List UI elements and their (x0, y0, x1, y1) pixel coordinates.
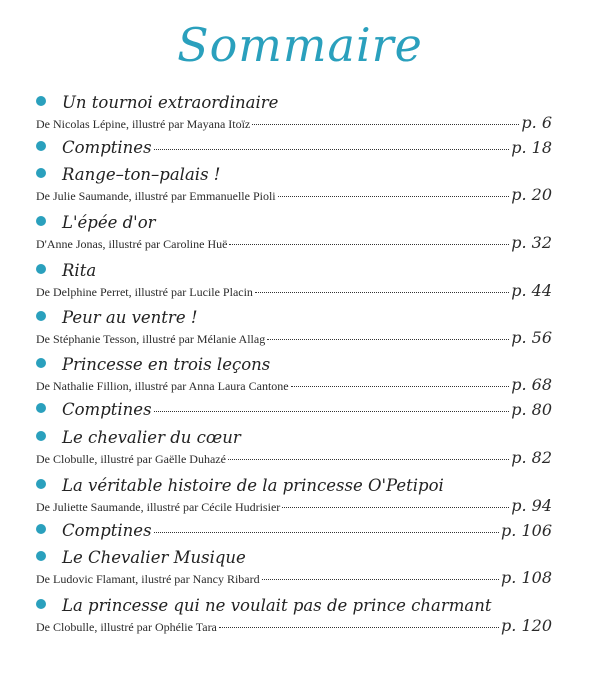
dot-leader (282, 507, 509, 508)
toc-entry-credit-row (36, 186, 552, 205)
story-title: La véritable histoire de la princesse O'Petipoi (62, 476, 444, 495)
story-credit: De Nathalie Fillion, illustré par Anna Laura Cantone (36, 379, 289, 393)
bullet-icon (36, 264, 46, 274)
story-title: Range–ton–palais ! (62, 165, 221, 184)
page-number: p. 32 (511, 233, 552, 252)
toc-entry (36, 307, 552, 348)
toc-entry-title-row (36, 399, 552, 421)
story-credit: De Ludovic Flamant, ilustré par Nancy Ribard (36, 572, 260, 586)
dot-leader (278, 196, 510, 197)
dot-leader (154, 149, 510, 150)
toc-entry (36, 164, 552, 205)
story-title: Comptines (62, 138, 152, 157)
page-number: p. 20 (511, 185, 552, 204)
toc-entry-credit-row (36, 617, 552, 636)
toc-entry (36, 520, 552, 542)
dot-leader (154, 532, 500, 533)
toc-entry-credit-row (36, 234, 552, 253)
toc-entry-credit-row (36, 282, 552, 301)
toc-entry (36, 475, 552, 516)
toc-entry-title-row (36, 212, 552, 234)
toc-entry-title-row (36, 427, 552, 449)
page-number: p. 94 (511, 496, 552, 515)
story-title: L'épée d'or (62, 213, 156, 232)
toc-entry-title-row (36, 475, 552, 497)
toc-entry-title-row (36, 595, 552, 617)
bullet-icon (36, 524, 46, 534)
page-number: p. 106 (501, 521, 552, 540)
toc-entry-credit-row (36, 329, 552, 348)
toc-entry-title-row (36, 92, 552, 114)
toc-entry-credit-row (36, 376, 552, 395)
bullet-icon (36, 96, 46, 106)
story-credit: De Clobulle, illustré par Ophélie Tara (36, 620, 217, 634)
bullet-icon (36, 216, 46, 226)
page-number: p. 56 (511, 328, 552, 347)
toc-entry (36, 399, 552, 421)
toc-entry (36, 547, 552, 588)
story-title: La princesse qui ne voulait pas de prince charmant (62, 596, 492, 615)
toc-entry (36, 595, 552, 636)
story-credit: De Juliette Saumande, illustré par Cécile Hudrisier (36, 500, 281, 514)
dot-leader (154, 411, 510, 412)
page-number: p. 80 (511, 400, 552, 419)
story-credit: De Delphine Perret, illustré par Lucile Placin (36, 285, 253, 299)
page-number: p. 120 (501, 616, 552, 635)
dot-leader (262, 579, 499, 580)
toc-entry (36, 92, 552, 133)
page-number: p. 108 (501, 568, 552, 587)
toc-entry-title-row (36, 260, 552, 282)
bullet-icon (36, 551, 46, 561)
dot-leader (291, 386, 510, 387)
story-title: Rita (62, 261, 97, 280)
toc-entry-title-row (36, 164, 552, 186)
page-title: Sommaire (177, 18, 423, 72)
story-credit: De Julie Saumande, illustré par Emmanuelle Pioli (36, 189, 276, 203)
page-number: p. 6 (521, 113, 552, 132)
bullet-icon (36, 431, 46, 441)
story-title: Le chevalier du cœur (62, 428, 241, 447)
toc-entry-title-row (36, 307, 552, 329)
story-title: Princesse en trois leçons (62, 355, 271, 374)
toc-entry-credit-row (36, 569, 552, 588)
bullet-icon (36, 168, 46, 178)
story-credit: De Clobulle, illustré par Gaëlle Duhazé (36, 452, 226, 466)
story-title: Un tournoi extraordinaire (62, 93, 279, 112)
bullet-icon (36, 403, 46, 413)
bullet-icon (36, 479, 46, 489)
story-credit: De Stéphanie Tesson, illustré par Mélanie Allag (36, 332, 266, 346)
page-number: p. 18 (511, 138, 552, 157)
dot-leader (219, 627, 499, 628)
story-title: Peur au ventre ! (62, 308, 198, 327)
bullet-icon (36, 358, 46, 368)
toc-entry-title-row (36, 354, 552, 376)
page-number: p. 68 (511, 375, 552, 394)
bullet-icon (36, 141, 46, 151)
toc-entry (36, 212, 552, 253)
page-number: p. 44 (511, 281, 552, 300)
dot-leader (267, 339, 509, 340)
story-credit: De Nicolas Lépine, illustré par Mayana Itoïz (36, 117, 251, 131)
toc-entry (36, 260, 552, 301)
toc-entry-title-row (36, 520, 552, 542)
toc-entry-credit-row (36, 114, 552, 133)
dot-leader (229, 244, 509, 245)
toc-entry-title-row (36, 547, 552, 569)
page-number: p. 82 (511, 448, 552, 467)
toc-entry-title-row (36, 137, 552, 159)
story-credit: D'Anne Jonas, illustré par Caroline Huë (36, 237, 228, 251)
story-title: Comptines (62, 400, 152, 419)
story-title: Le Chevalier Musique (62, 548, 246, 567)
dot-leader (252, 124, 519, 125)
story-title: Comptines (62, 521, 152, 540)
bullet-icon (36, 599, 46, 609)
dot-leader (228, 459, 509, 460)
dot-leader (255, 292, 509, 293)
toc-entry-credit-row (36, 449, 552, 468)
toc-entry (36, 427, 552, 468)
toc-entry (36, 354, 552, 395)
toc-entry (36, 137, 552, 159)
bullet-icon (36, 311, 46, 321)
toc-entry-credit-row (36, 497, 552, 516)
